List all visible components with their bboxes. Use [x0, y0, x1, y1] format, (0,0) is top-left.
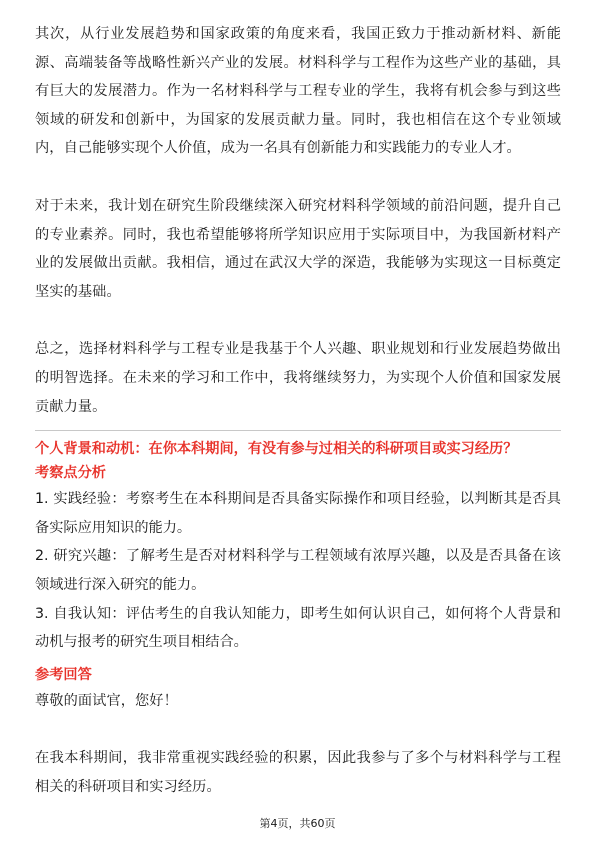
- analysis-title: 考察点分析: [35, 465, 106, 482]
- analysis-item-2: 2. 研究兴趣：了解考生是否对材料科学与工程领域有浓厚兴趣，以及是否具备在该领域进行深入研究的能力。: [35, 548, 561, 593]
- answer-paragraph: 在我本科期间，我非常重视实践经验的积累，因此我参与了多个与材料科学与工程相关的科研项目和实习经历。: [35, 750, 561, 795]
- body-paragraph-1: 其次，从行业发展趋势和国家政策的角度来看，我国正致力于推动新材料、新能源、高端装备等战略性新兴产业的发展。材料科学与工程作为这些产业的基础，具有巨大的发展潜力。作为一名材料科学与工程专业的学生，我将有机会参与到这些领域的研发和创新中，为国家的发展贡献力量。同时，我也相信在这个专业领域内，自己能够实现个人价值，成为一名具有创新能力和实践能力的专业人才。: [35, 26, 561, 157]
- analysis-item-1: 1. 实践经验：考察考生在本科期间是否具备实际操作和项目经验，以判断其是否具备实际应用知识的能力。: [35, 491, 561, 536]
- body-paragraph-2: 对于未来，我计划在研究生阶段继续深入研究材料科学领域的前沿问题，提升自己的专业素养。同时，我也希望能够将所学知识应用于实际项目中，为我国新材料产业的发展做出贡献。我相信，通过在武汉大学的深造，我能够为实现这一目标奠定坚实的基础。: [35, 197, 561, 300]
- answer-greeting: 尊敬的面试官，您好！: [35, 692, 178, 709]
- analysis-item-3: 3. 自我认知：评估考生的自我认知能力，即考生如何认识自己，如何将个人背景和动机与报考的研究生项目相结合。: [35, 605, 561, 651]
- paragraph-gap: [35, 715, 561, 744]
- body-paragraph-3: 总之，选择材料科学与工程专业是我基于个人兴趣、职业规划和行业发展趋势做出的明智选择。在未来的学习和工作中，我将继续努力，为实现个人价值和国家发展贡献力量。: [35, 341, 561, 415]
- page-footer: 第4页，共60页: [259, 817, 336, 830]
- paragraph-gap: [35, 163, 561, 192]
- section-divider: [35, 430, 561, 431]
- paragraph-gap: [35, 306, 561, 335]
- answer-title: 参考回答: [35, 666, 92, 683]
- document-page: [35, 20, 561, 801]
- interview-question: 个人背景和动机：在你本科期间，有没有参与过相关的科研项目或实习经历？: [35, 441, 518, 458]
